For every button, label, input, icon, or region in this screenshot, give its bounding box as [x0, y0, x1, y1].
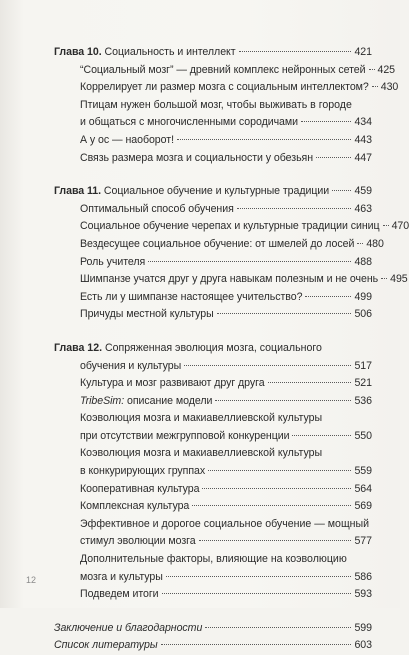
- entry-title: Коррелирует ли размер мозга с социальным интеллектом?: [80, 81, 369, 94]
- chapter-title: Социальное обучение и культурные традиции: [103, 185, 330, 198]
- toc-entry: [54, 586, 372, 604]
- leader-dots: [268, 382, 352, 383]
- page-number: 569: [354, 500, 372, 513]
- page-number: 480: [366, 237, 384, 250]
- entry-title: описание модели: [124, 394, 213, 407]
- toc-chapter-10: [54, 44, 372, 62]
- entry-title: Список литературы: [54, 639, 158, 652]
- leader-dots: [292, 435, 351, 436]
- chapter-label: Глава 12.: [54, 341, 103, 354]
- toc-chapter-12: [54, 340, 372, 358]
- leader-dots: [381, 278, 387, 279]
- page-number: 603: [354, 639, 372, 652]
- page-number: 425: [377, 63, 396, 76]
- leader-dots: [316, 157, 351, 158]
- chapter-title: Социальность и интеллект: [104, 46, 236, 58]
- entry-title: Вездесущее социальное обучение: от шмелей до лосей: [80, 237, 355, 250]
- entry-title-line: Дополнительные факторы, влияющие на коэволюцию: [80, 553, 347, 566]
- entry-title: стимул эволюции мозга: [80, 535, 196, 548]
- entry-title: “Социальный мозг” — древний комплекс нейронных сетей: [80, 63, 366, 76]
- toc-entry: [54, 218, 409, 236]
- page-folio: 12: [26, 575, 37, 585]
- entry-title: Роль учителя: [80, 255, 146, 268]
- page-number: 495: [390, 273, 408, 286]
- spacer: [54, 167, 372, 183]
- leader-dots: [237, 208, 352, 209]
- entry-title: А у ос — наоборот!: [80, 133, 174, 146]
- entry-title: Социальное обучение черепах и культурные традиции синиц: [80, 220, 380, 233]
- leader-dots: [383, 225, 389, 226]
- entry-title: Подведем итоги: [80, 588, 159, 601]
- entry-title-line: Коэволюция мозга и макиавеллиевской культуры: [80, 412, 323, 425]
- page-number: 586: [354, 570, 372, 583]
- entry-title: Заключение и благодарности: [54, 621, 203, 634]
- entry-title-line: Коэволюция мозга и макиавеллиевской культуры: [80, 447, 323, 460]
- chapter-title-line: обучения и культуры: [80, 359, 182, 372]
- entry-title: при отсутствии межгрупповой конкуренции: [80, 429, 290, 442]
- toc-entry: [54, 236, 384, 254]
- page-number: 577: [354, 535, 372, 548]
- entry-title: Оптимальный способ обучения: [80, 202, 234, 215]
- page-number: 550: [354, 429, 372, 442]
- toc-entry: [54, 375, 372, 393]
- toc-entry: [54, 254, 372, 272]
- page-number: 499: [354, 290, 372, 303]
- toc-entry: [54, 463, 372, 481]
- page-number: 430: [380, 81, 399, 94]
- toc-entry: [54, 498, 372, 516]
- toc-entry: [54, 79, 399, 97]
- leader-dots: [148, 261, 351, 262]
- chapter-title-line: Сопряженная эволюция мозга, социального: [105, 341, 322, 354]
- page-number: 443: [354, 133, 372, 146]
- page-number: 599: [354, 621, 372, 634]
- leader-dots: [301, 121, 351, 122]
- leader-dots: [305, 296, 351, 297]
- leader-dots: [202, 488, 351, 489]
- leader-dots: [161, 644, 352, 645]
- page-number: 536: [354, 394, 372, 407]
- spacer: [54, 604, 372, 620]
- toc-entry: [54, 569, 372, 587]
- page-number: 559: [354, 465, 372, 478]
- entry-title: Есть ли у шимпанзе настоящее учительство?: [80, 290, 303, 303]
- leader-dots: [208, 470, 351, 471]
- toc-entry: [54, 306, 372, 324]
- page-number: 421: [354, 46, 372, 58]
- leader-dots: [177, 139, 352, 140]
- leader-dots: [357, 243, 363, 244]
- leader-dots: [162, 593, 352, 594]
- toc-back-matter: [54, 620, 372, 638]
- spacer: [54, 324, 372, 340]
- leader-dots: [184, 365, 351, 366]
- page-number: 564: [354, 482, 372, 495]
- toc-entry: [54, 114, 372, 132]
- page-number: 470: [391, 220, 409, 233]
- entry-title: Связь размера мозга и социальности у обезьян: [80, 151, 314, 164]
- toc-entry: [54, 481, 372, 499]
- toc-entry: [54, 201, 372, 219]
- toc-entry: [54, 150, 372, 168]
- toc-chapter-11: [54, 183, 372, 201]
- entry-title: Культура и мозг развивают друг друга: [80, 377, 265, 390]
- leader-dots: [166, 576, 352, 577]
- entry-title: Причуды местной культуры: [80, 308, 214, 321]
- leader-dots: [205, 627, 351, 628]
- page-number: 434: [354, 116, 372, 129]
- entry-title: и общаться с многочисленными сородичами: [80, 116, 298, 129]
- table-of-contents: [54, 44, 409, 655]
- leader-dots: [215, 400, 351, 401]
- chapter-label: Глава 11.: [54, 185, 101, 198]
- toc-back-matter: [54, 637, 372, 655]
- leader-dots: [369, 69, 375, 70]
- entry-title-line: Эффективное и дорогое социальное обучение — мощный: [80, 517, 370, 530]
- page-number: 447: [354, 151, 372, 164]
- toc-entry: [54, 393, 372, 411]
- entry-title-line: Птицам нужен большой мозг, чтобы выживать в городе: [80, 98, 352, 111]
- leader-dots: [199, 540, 352, 541]
- toc-entry: [54, 62, 396, 80]
- page-number: 488: [354, 255, 372, 268]
- leader-dots: [372, 86, 378, 87]
- entry-title-italic: TribeSim:: [80, 394, 125, 407]
- leader-dots: [239, 51, 352, 52]
- leader-dots: [332, 190, 351, 191]
- toc-entry: [54, 533, 372, 551]
- entry-title: Комплексная культура: [80, 500, 190, 513]
- page-number: 521: [354, 377, 372, 390]
- page-number: 506: [354, 308, 372, 321]
- page-number: 459: [354, 185, 372, 198]
- chapter-label: Глава 10.: [54, 46, 102, 58]
- toc-entry: [54, 289, 372, 307]
- leader-dots: [192, 505, 351, 506]
- toc-chapter-12-cont: [54, 358, 372, 376]
- page-number: 463: [354, 202, 372, 215]
- toc-entry: [54, 271, 408, 289]
- page-number: 517: [354, 359, 372, 372]
- leader-dots: [217, 313, 352, 314]
- entry-title: Шимпанзе учатся друг у друга навыкам полезным и не очень: [80, 273, 379, 286]
- page-number: 593: [354, 588, 372, 601]
- toc-entry: [54, 132, 372, 150]
- entry-title: Кооперативная культура: [80, 482, 200, 495]
- toc-entry: [54, 428, 372, 446]
- entry-title: в конкурирующих группах: [80, 465, 206, 478]
- entry-title: мозга и культуры: [80, 570, 163, 583]
